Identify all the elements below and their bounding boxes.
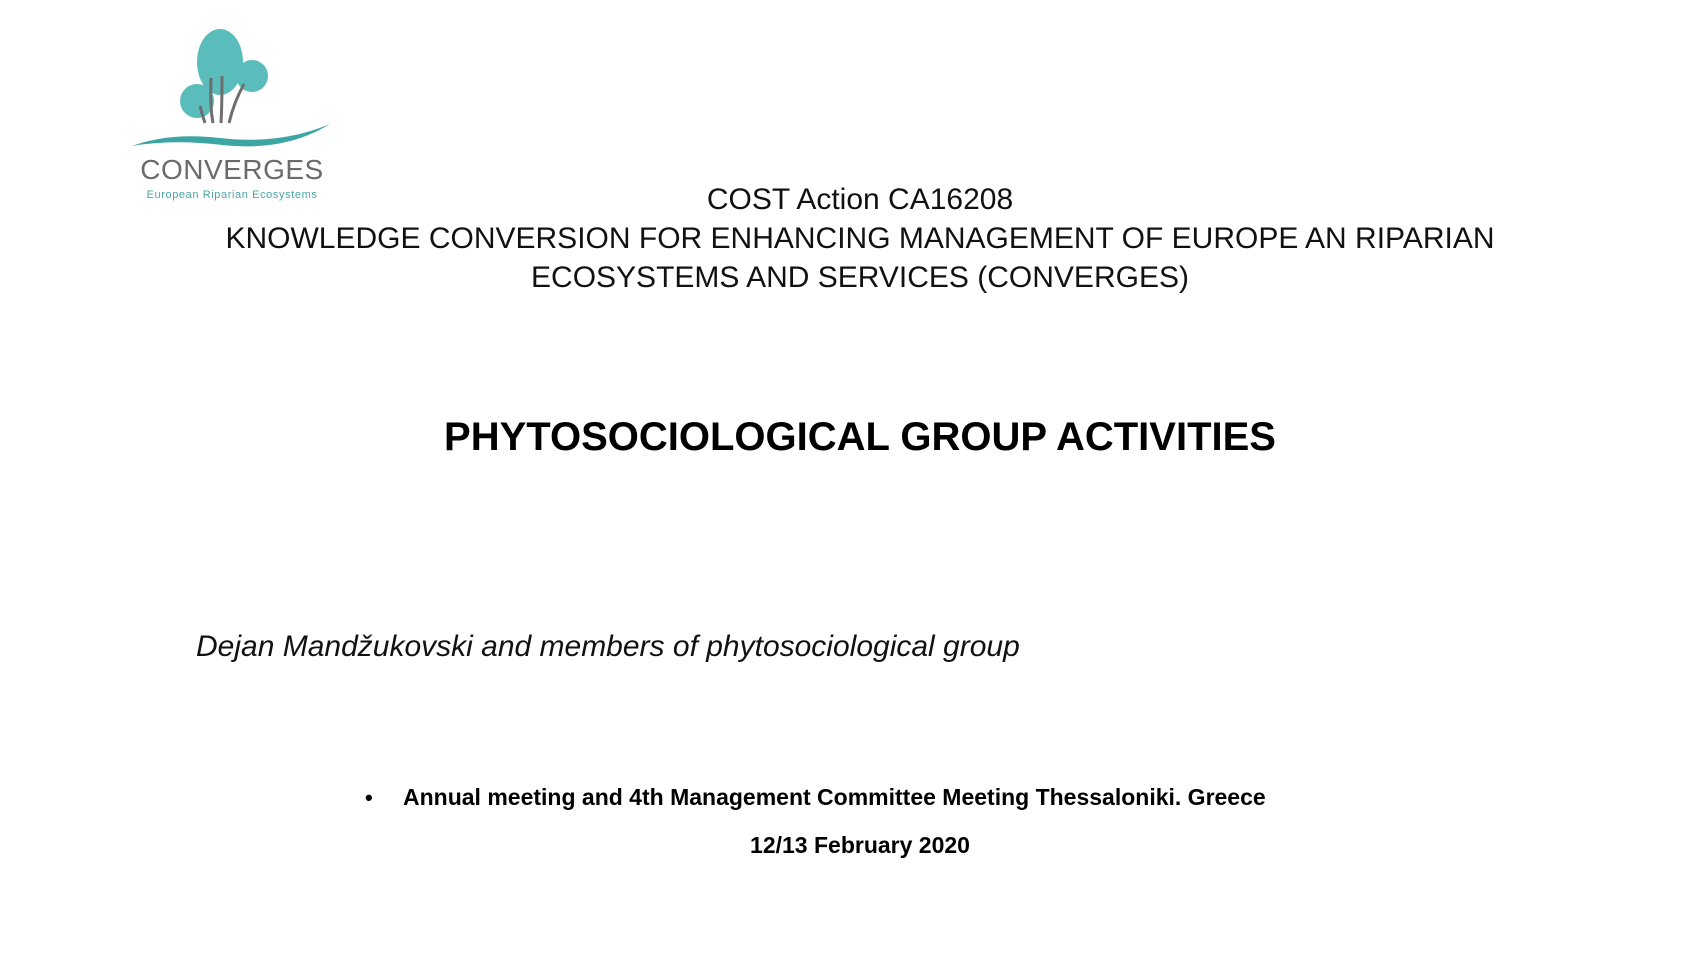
converges-logo — [130, 28, 332, 204]
tree-crown-large — [197, 29, 243, 95]
bullet-icon: • — [365, 785, 373, 810]
logo-tagline: European Riparian Ecosystems — [146, 189, 318, 201]
river-wave — [132, 124, 330, 146]
action-title-line-1: KNOWLEDGE CONVERSION FOR ENHANCING MANAGEMENT OF EUROPE AN RIPARIAN — [225, 222, 1495, 255]
action-code: COST Action CA16208 — [706, 183, 1014, 216]
action-header — [150, 180, 1570, 297]
tree-trunk — [221, 76, 222, 123]
authors: Dejan Mandžukovski and members of phytosociological group — [196, 630, 1020, 663]
meeting-info — [365, 782, 1266, 813]
action-title-line-2: ECOSYSTEMS AND SERVICES (CONVERGES) — [531, 261, 1189, 294]
logo-name: CONVERGES — [140, 154, 324, 185]
meeting-date: 12/13 February 2020 — [750, 832, 970, 858]
converges-trees-icon — [130, 28, 332, 158]
slide-title: PHYTOSOCIOLOGICAL GROUP ACTIVITIES — [444, 415, 1276, 459]
meeting-text: Annual meeting and 4th Management Committee Meeting Thessaloniki. Greece — [403, 784, 1266, 810]
tree-crown-left — [180, 84, 214, 118]
